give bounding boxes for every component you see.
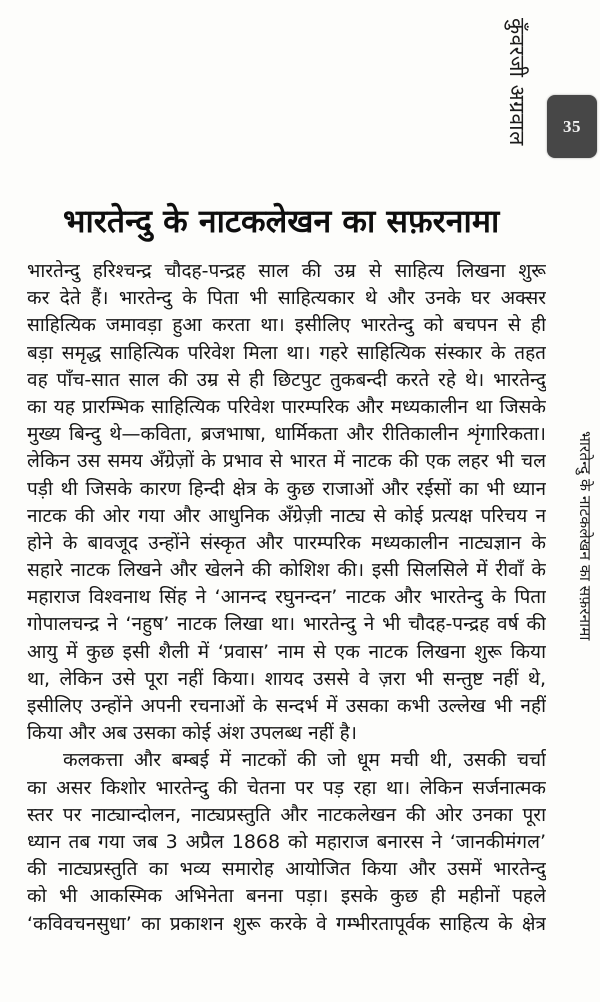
body-line: ध्यान तब गया जब 3 अप्रैल 1868 को महाराज बनारस ने ‘जानकीमंगल’ xyxy=(27,830,546,853)
paragraph xyxy=(27,258,546,747)
chapter-title: भारतेन्दु के नाटकलेखन का सफ़रनामा xyxy=(63,202,500,241)
body-line: किया और अब उसका कोई अंश उपलब्ध नहीं है। xyxy=(27,722,357,745)
body-line: सहारे नाटक लिखने और खेलने की कोशिश की। इसी सिलसिले में रीवाँ के xyxy=(27,559,546,582)
body-line: स्तर पर नाट्यान्दोलन, नाट्यप्रस्तुति और नाटकलेखन की ओर उनका पूरा xyxy=(27,803,546,826)
paragraph xyxy=(27,747,546,937)
body-line: साहित्यिक जमावड़ा हुआ करता था। इसीलिए भारतेन्दु को बचपन से ही xyxy=(27,314,546,337)
body-line: का असर किशोर भारतेन्दु की चेतना पर पड़ रहा था। लेकिन सर्जनात्मक xyxy=(27,776,546,799)
body-line: की नाट्यप्रस्तुति का भव्य समारोह आयोजित किया और उसमें भारतेन्दु xyxy=(27,858,546,881)
body-line: नाटक की ओर गया और आधुनिक अँग्रेज़ी नाट्य से कोई प्रत्यक्ष परिचय न xyxy=(27,504,546,527)
body-line: होने के बावजूद उन्होंने संस्कृत और पारम्परिक मध्यकालीन नाट्यज्ञान के xyxy=(27,531,546,554)
body-line: का यह प्रारम्भिक साहित्यिक परिवेश पारम्परिक और मध्यकालीन था जिसके xyxy=(27,395,546,418)
body-line: मुख्य बिन्दु थे—कविता, ब्रजभाषा, धार्मिकता और रीतिकालीन शृंगारिकता। xyxy=(27,423,546,446)
body-line: इसीलिए उन्होंने अपनी रचनाओं के सन्दर्भ में उसका कभी उल्लेख भी नहीं xyxy=(27,695,546,717)
body-line: आयु में कुछ इसी शैली में ‘प्रवास’ नाम से एक नाटक लिखना शुरू किया xyxy=(27,640,546,663)
body-line: महाराज विश्वनाथ सिंह ने ‘आनन्द रघुनन्दन’ नाटक और भारतेन्दु के पिता xyxy=(27,586,546,609)
page-number: 35 xyxy=(563,116,581,136)
body-line: बड़ा समृद्ध साहित्यिक परिवेश मिला था। गहरे साहित्यिक संस्कार के तहत xyxy=(27,341,546,364)
page-number-badge xyxy=(547,95,597,158)
body-line: ‘कविवचनसुधा’ का प्रकाशन शुरू करके वे गम्भीरतापूर्वक साहित्य के क्षेत्र xyxy=(27,912,546,935)
body-line: को भी आकस्मिक अभिनेता बनना पड़ा। इसके कुछ ही महीनों पहले xyxy=(27,885,546,908)
running-head-vertical: भारतेन्दु के नाटकलेखन का सफ़रनामा xyxy=(576,431,594,641)
body-line: कलकत्ता और बम्बई में नाटकों की जो धूम मची थी, उसकी चर्चा xyxy=(63,749,546,772)
body-line: गोपालचन्द्र ने ‘नहुष’ नाटक लिखा था। भारतेन्दु ने भी चौदह-पन्द्रह वर्ष की xyxy=(27,613,546,636)
body-line: कर देते हैं। भारतेन्दु के पिता भी साहित्यकार थे और उनके घर अक्सर xyxy=(27,287,546,310)
body-text xyxy=(27,258,546,938)
body-line: लेकिन उस समय अँग्रेज़ों के प्रभाव से भारत में नाटक की एक लहर भी चल xyxy=(27,450,546,473)
body-line: वह पाँच-सात साल की उम्र से ही छिटपुट तुकबन्दी करते रहे थे। भारतेन्दु xyxy=(27,368,546,391)
body-line: पड़ी थी जिसके कारण हिन्दी क्षेत्र के कुछ राजाओं और रईसों का भी ध्यान xyxy=(27,477,546,500)
body-line: था, लेकिन उसे पूरा नहीं किया। शायद उससे वे ज़रा भी सन्तुष्ट नहीं थे, xyxy=(27,667,546,690)
author-name-vertical: कुँवरजी अग्रवाल xyxy=(505,18,529,146)
body-line: भारतेन्दु हरिश्चन्द्र चौदह-पन्द्रह साल की उम्र से साहित्य लिखना शुरू xyxy=(27,260,546,282)
